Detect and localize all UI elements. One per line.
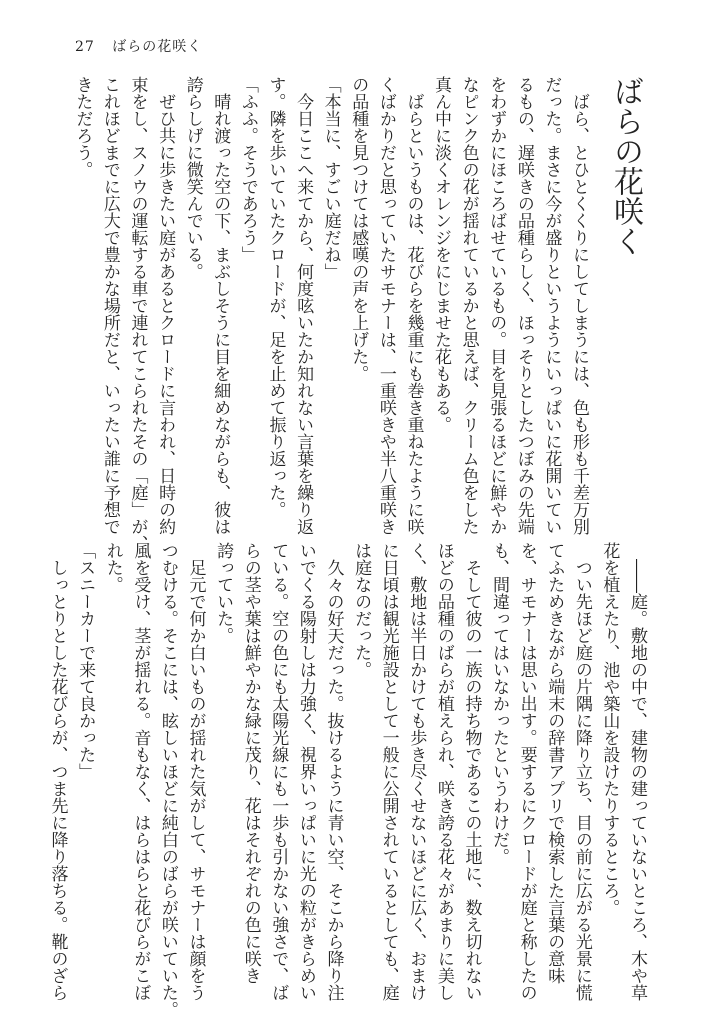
lower-text-line: れた。 — [102, 542, 123, 593]
upper-text-line: す。隣を歩いていたクロードが、足を止めて振り返った。 — [265, 76, 286, 518]
upper-text-line: ばら、とひとくくりにしてしまうには、色も形も千差万別 — [569, 76, 589, 535]
lower-text-line: 久々の好天だった。抜けるように青い空、そこから降り注 — [323, 542, 344, 1001]
lower-text-line: 風を受け、茎が揺れる。音もなく、はらはらと花びらがこぼ — [130, 542, 151, 1001]
lower-text-line: てふためきながら端末の辞書アプリで検索した言葉の意味 — [544, 542, 565, 984]
upper-text-line: の品種を見つけては感嘆の声を上げた。 — [348, 76, 369, 382]
lower-text-line: に日頃は観光施設として一般に公開されているとしても、庭 — [378, 542, 399, 1001]
lower-text-line: 花を植えたり、池や築山を設けたりするところ。 — [599, 542, 620, 916]
lower-text-line: ――庭。敷地の中で、建物の建っていないところ、木や草 — [627, 542, 647, 1001]
lower-text-line: を、サモナーは思い出す。要するにクロードが庭と称したの — [516, 542, 537, 1001]
upper-text-line: るもの、遅咲きの品種らしく、ほっそりとしたつぼみの先端 — [513, 76, 534, 535]
lower-text-line: く、敷地は半日かけても歩き尽くせないほどに広く、おまけ — [406, 542, 427, 1001]
upper-text-line: 今日ここへ来てから、何度呟いたか知れない言葉を繰り返 — [293, 76, 314, 535]
text-block-upper — [62, 76, 592, 552]
lower-text-line: つむける。そこには、眩しいほどに純白のばらが咲いていた。 — [157, 542, 178, 1018]
lower-text-line: ている。空の色にも太陽光線にも一歩も引かない強さで、ば — [268, 542, 289, 1001]
running-title: ばらの花咲く — [112, 39, 203, 55]
running-header — [75, 36, 202, 56]
upper-text-line: 束をし、スノウの運転する車で連れてこられたその「庭」が、 — [127, 76, 148, 552]
lower-text-line: は庭なのだった。 — [351, 542, 372, 678]
upper-text-line: ぜひ共に歩きたい庭があるとクロードに言われ、日時の約 — [155, 76, 176, 535]
lower-text-line: 足元で何か白いものが揺れた気がして、サモナーは顔をう — [185, 542, 206, 1001]
lower-text-line: も、間違ってはいなかったというわけだ。 — [489, 542, 510, 865]
upper-text-line: 誇らしげに微笑んでいる。 — [182, 76, 203, 280]
lower-text-line: らの茎や葉は鮮やかな緑に茂り、花はそれぞれの色に咲き — [240, 542, 261, 984]
upper-text-line: これほどまでに広大で豊かな場所だと、いったい誰に予想で — [99, 76, 120, 535]
lower-text-line: いでくる陽射しは力強く、視界いっぱいに光の粒がきらめい — [295, 542, 316, 1001]
text-block-lower — [47, 542, 650, 1018]
lower-text-line: 誇っていた。 — [213, 542, 234, 644]
upper-text-line: 「本当に、すごい庭だね」 — [320, 76, 341, 280]
upper-text-line: だった。まさに今が盛りというようにいっぱいに花開いてい — [541, 76, 562, 535]
upper-text-line: 「ふふ。そうであろう」 — [237, 76, 258, 263]
upper-text-line: 真ん中に淡くオレンジをにじませた花もある。 — [431, 76, 452, 433]
upper-text-line: ばらというものは、花びらを幾重にも巻き重ねたように咲 — [403, 76, 424, 535]
lower-text-line: しっとりとした花びらが、つま先に降り落ちる。靴のざら — [47, 542, 68, 1001]
lower-text-line: そして彼の一族の持ち物であるこの土地に、数え切れない — [461, 542, 482, 1001]
lower-text-line: つい先ほど庭の片隅に降り立ち、目の前に広がる光景に慌 — [571, 542, 592, 1001]
upper-text-line: をわずかにほころばせているもの。目を見張るほどに鮮やか — [486, 76, 507, 535]
upper-text-line: なピンク色の花が揺れているかと思えば、クリーム色をした — [458, 76, 479, 535]
chapter-title: ばらの花咲く — [608, 76, 643, 256]
upper-text-line: 晴れ渡った空の下、まぶしそうに目を細めながらも、彼は — [210, 76, 231, 535]
upper-text-line: きただろう。 — [72, 76, 93, 178]
lower-text-line: ほどの品種のばらが植えられ、咲き誇る花々があまりに美し — [433, 542, 454, 1001]
page-number: 27 — [75, 39, 95, 55]
upper-text-line: くばかりだと思っていたサモナーは、一重咲きや半八重咲き — [375, 76, 396, 535]
lower-text-line: 「スニーカーで来て良かった」 — [75, 542, 96, 780]
